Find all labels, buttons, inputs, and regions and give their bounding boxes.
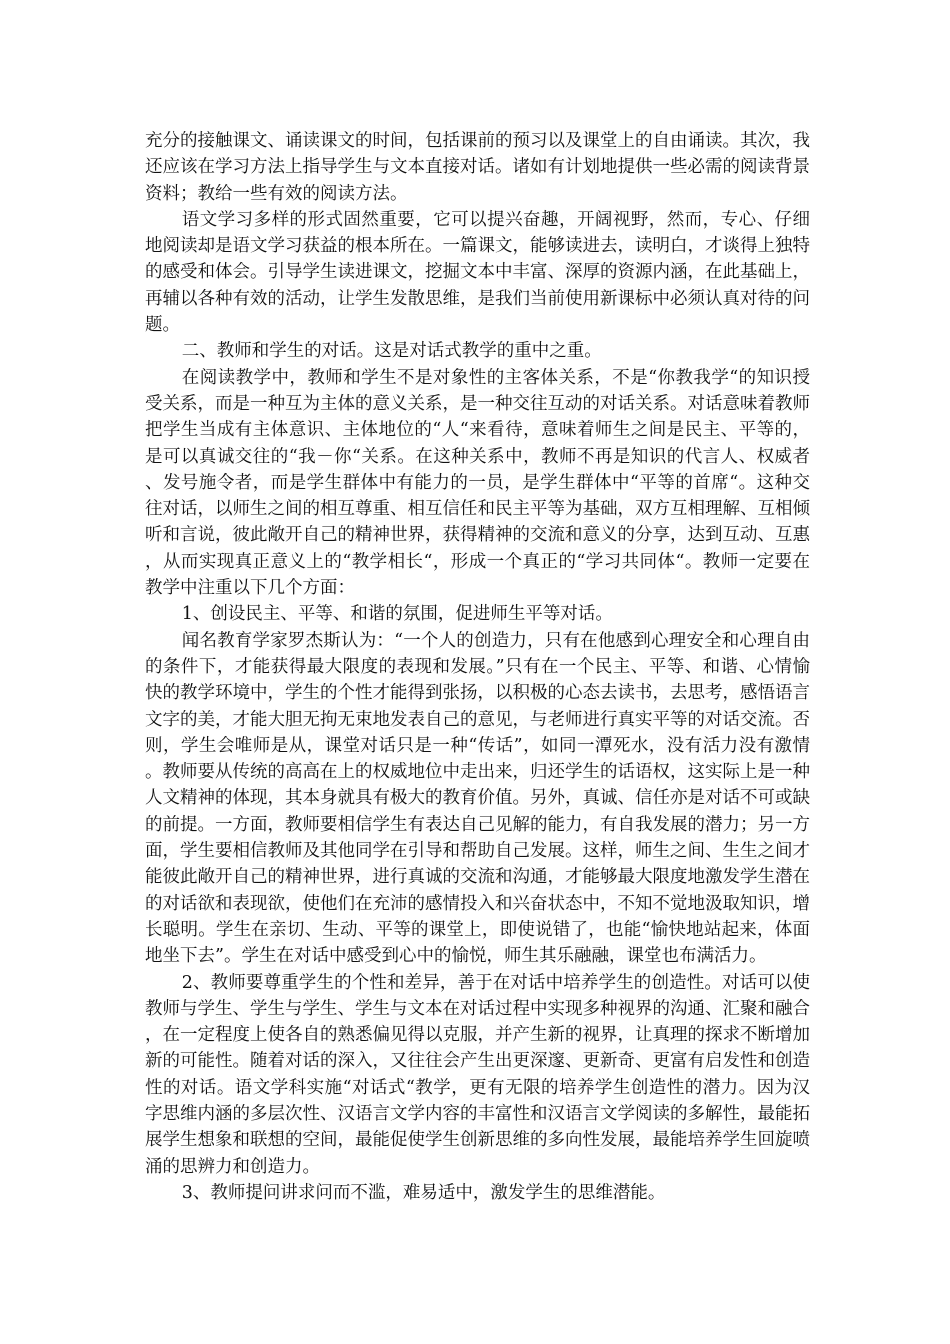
document-body (145, 128, 810, 1206)
point-3-heading: 3、教师提问讲求问而不滥，难易适中，激发学生的思维潜能。 (181, 1182, 666, 1203)
paragraph-1: 充分的接触课文、诵读课文的时间，包括课前的预习以及课堂上的自由诵读。其次，我还应该在学习方法上指导学生与文本直接对话。诸如有计划地提供一些必需的阅读背景资料；教给一些有效的阅读方法。 (145, 131, 810, 204)
point-2-paragraph: 2、教师要尊重学生的个性和差异，善于在对话中培养学生的创造性。对话可以使教师与学生、学生与学生、学生与文本在对话过程中实现多种视界的沟通、汇聚和融合，在一定程度上使各自的熟悉偏见得以克服，并产生新的视界，让真理的探求不断增加新的可能性。随着对话的深入，又往往会产生出更深邃、更新奇、更富有启发性和创造性的对话。语文学科实施“对话式“教学，更有无限的培养学生创造性的潜力。因为汉字思维内涵的多层次性、汉语言文学内容的丰富性和汉语言文学阅读的多解性，最能拓展学生想象和联想的空间，最能促使学生创新思维的多向性发展，最能培养学生回旋喷涌的思辨力和创造力。 (145, 972, 810, 1177)
point-1-heading: 1、创设民主、平等、和谐的氛围，促进师生平等对话。 (181, 604, 613, 625)
paragraph-2: 语文学习多样的形式固然重要，它可以提兴奋趣，开阔视野，然而，专心、仔细地阅读却是语文学习获益的根本所在。一篇课文，能够读进去，读明白，才谈得上独特的感受和体会。引导学生读进课文，挖掘文本中丰富、深厚的资源内涵，在此基础上，再辅以各种有效的活动，让学生发散思维，是我们当前使用新课标中必须认真对待的问题。 (145, 209, 810, 336)
paragraph-6: 闻名教育学家罗杰斯认为：“一个人的创造力，只有在他感到心理安全和心理自由的条件下，才能获得最大限度的表现和发展。”只有在一个民主、平等、和谐、心情愉快的教学环境中，学生的个性才能得到张扬，以积极的心态去读书，去思考，感悟语言文字的美，才能大胆无拘无束地发表自己的意见，与老师进行真实平等的对话交流。否则，学生会唯师是从，课堂对话只是一种“传话”，如同一潭死水，没有活力没有激情。教师要从传统的高高在上的权威地位中走出来，归还学生的话语权，这实际上是一种人文精神的体现，其本身就具有极大的教育价值。另外，真诚、信任亦是对话不可或缺的前提。一方面，教师要相信学生有表达自己见解的能力，有自我发展的潜力；另一方面，学生要相信教师及其他同学在引导和帮助自己发展。这样，师生之间、生生之间才能彼此敞开自己的精神世界，进行真诚的交流和沟通，才能够最大限度地激发学生潜在的对话欲和表现欲，使他们在充沛的感情投入和兴奋状态中，不知不觉地汲取知识，增长聪明。学生在亲切、生动、平等的课堂上，即使说错了，也能“愉快地站起来，体面地坐下去”。学生在对话中感受到心中的愉悦，师生其乐融融，课堂也布满活力。 (145, 630, 810, 967)
section-heading-teacher-student-dialogue: 二、教师和学生的对话。这是对话式教学的重中之重。 (181, 341, 602, 362)
paragraph-4: 在阅读教学中，教师和学生不是对象性的主客体关系，不是“你教我学“的知识授受关系，而是一种互为主体的意义关系，是一种交往互动的对话关系。对话意味着教师把学生当成有主体意识、主体地位的“人“来看待，意味着师生之间是民主、平等的，是可以真诚交往的“我－你“关系。在这种关系中，教师不再是知识的代言人、权威者、发号施令者，而是学生群体中有能力的一员，是学生群体中“平等的首席“。这种交往对话，以师生之间的相互尊重、相互信任和民主平等为基础，双方互相理解、互相倾听和言说，彼此敞开自己的精神世界，获得精神的交流和意义的分享，达到互动、互惠，从而实现真正意义上的“教学相长“，形成一个真正的“学习共同体“。教师一定要在教学中注重以下几个方面： (145, 367, 810, 599)
